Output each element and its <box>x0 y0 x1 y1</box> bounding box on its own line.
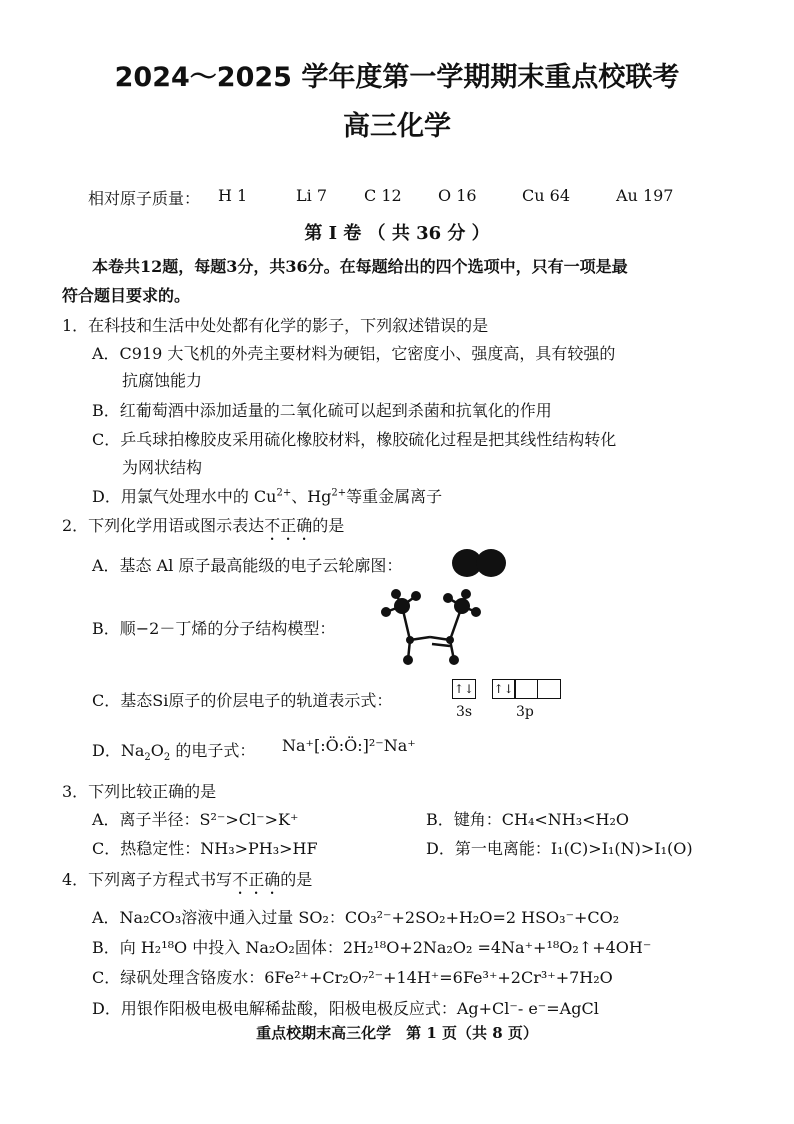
orbital-3s-box: ↑↓ <box>452 679 476 699</box>
q3-stem: 3．下列比较正确的是 <box>62 782 217 801</box>
exam-title: 2024～2025 学年度第一学期期末重点校联考 <box>114 62 680 93</box>
q4-stem <box>62 867 312 898</box>
q1-d-mid: 、Hg <box>291 487 332 506</box>
mass-li: Li 7 <box>296 186 328 205</box>
q3-option-b: B．键角：CH₄<NH₃<H₂O <box>426 810 630 829</box>
q4-stem-pre: 4．下列离子方程式书写 <box>62 870 233 889</box>
mass-o: O 16 <box>438 186 477 205</box>
q2-stem-post: 的是 <box>312 516 345 535</box>
na2o2-electron-formula: Na⁺[:Ö:Ö:]²⁻Na⁺ <box>282 736 416 755</box>
instruction-line-1: 本卷共12题，每题3分，共36分。在每题给出的四个选项中，只有一项是最 <box>92 257 628 276</box>
orbital-3p-box-1: ↑↓ <box>492 679 516 699</box>
page-footer: 重点校期末高三化学 第 1 页（共 8 页） <box>256 1024 538 1042</box>
q4-option-a: A．Na₂CO₃溶液中通入过量 SO₂：CO₃²⁻+2SO₂+H₂O=2 HSO₃⁻+CO₂ <box>92 908 620 927</box>
section-title: 第 Ⅰ 卷 （ 共 36 分 ） <box>304 223 490 244</box>
q4-option-c: C．绿矾处理含铬废水：6Fe²⁺+Cr₂O₇²⁻+14H⁺=6Fe³⁺+2Cr³⁺+7H₂O <box>92 968 613 987</box>
q2-stem <box>62 513 344 544</box>
exam-subject: 高三化学 <box>343 111 451 142</box>
q2-option-d: D．$Na_2O_2$ 的电子式： <box>92 741 256 764</box>
q3-option-a: A．离子半径：S²⁻>Cl⁻>K⁺ <box>92 810 299 829</box>
q4-stem-post: 的是 <box>280 870 313 889</box>
q1-d-post: 等重金属离子 <box>346 487 443 506</box>
q1-stem: 1．在科技和生活中处处都有化学的影子，下列叙述错误的是 <box>62 316 489 335</box>
q2-d-mid: 的电子式： <box>175 741 256 760</box>
orbital-3s-label: 3s <box>456 704 473 720</box>
q2-option-c: C．基态Si原子的价层电子的轨道表示式： <box>92 691 393 710</box>
q1-d-pre: D．用氯气处理水中的 Cu <box>92 487 277 506</box>
q3-option-d: D．第一电离能：I₁(C)>I₁(N)>I₁(O) <box>426 839 693 858</box>
q2-stem-pre: 2．下列化学用语或图示表达 <box>62 516 265 535</box>
instruction-line-2: 符合题目要求的。 <box>62 286 191 305</box>
p-orbital-dumbbell-image <box>450 546 510 580</box>
q1-option-c-line1: C．乒乓球拍橡胶皮采用硫化橡胶材料，橡胶硫化过程是把其线性结构转化 <box>92 430 617 449</box>
q1-option-d: D．用氯气处理水中的 $Cu^{2+}$、$Hg^{2+}$等重金属离子 <box>92 487 443 506</box>
q1-option-c-line2: 为网状结构 <box>122 458 203 477</box>
masses-label: 相对原子质量： <box>88 189 201 208</box>
orbital-3p-label: 3p <box>516 704 534 720</box>
orbital-3p-box-3 <box>537 679 561 699</box>
q1-option-a-line1: A．C919 大飞机的外壳主要材料为硬铝，它密度小、强度高，具有较强的 <box>92 344 616 363</box>
orbital-3p-box-2 <box>514 679 538 699</box>
q2-option-b: B．顺−2－丁烯的分子结构模型： <box>92 619 336 638</box>
q4-option-b: B．向 H₂¹⁸O 中投入 Na₂O₂固体：2H₂¹⁸O+2Na₂O₂ =4Na⁺+¹⁸O₂↑+4OH⁻ <box>92 938 652 957</box>
q4-option-d: D．用银作阳极电极电解稀盐酸，阳极电极反应式：Ag+Cl⁻- e⁻=AgCl <box>92 999 599 1018</box>
cis-2-butene-ball-stick-model <box>372 588 490 668</box>
orbital-diagram <box>452 678 559 699</box>
q4-stem-emphasis: 不正确 <box>232 870 281 889</box>
q2-d-label: D． <box>92 741 121 760</box>
q1-option-a-line2: 抗腐蚀能力 <box>122 371 203 390</box>
q1-option-b: B．红葡萄酒中添加适量的二氧化硫可以起到杀菌和抗氧化的作用 <box>92 401 552 420</box>
mass-cu: Cu 64 <box>522 186 570 205</box>
q2-option-a: A．基态 Al 原子最高能级的电子云轮廓图： <box>92 556 403 575</box>
q3-option-c: C．热稳定性：NH₃>PH₃>HF <box>92 839 318 858</box>
mass-c: C 12 <box>364 186 402 205</box>
mass-h: H 1 <box>218 186 248 205</box>
mass-au: Au 197 <box>616 186 674 205</box>
q2-stem-emphasis: 不正确 <box>264 516 313 535</box>
